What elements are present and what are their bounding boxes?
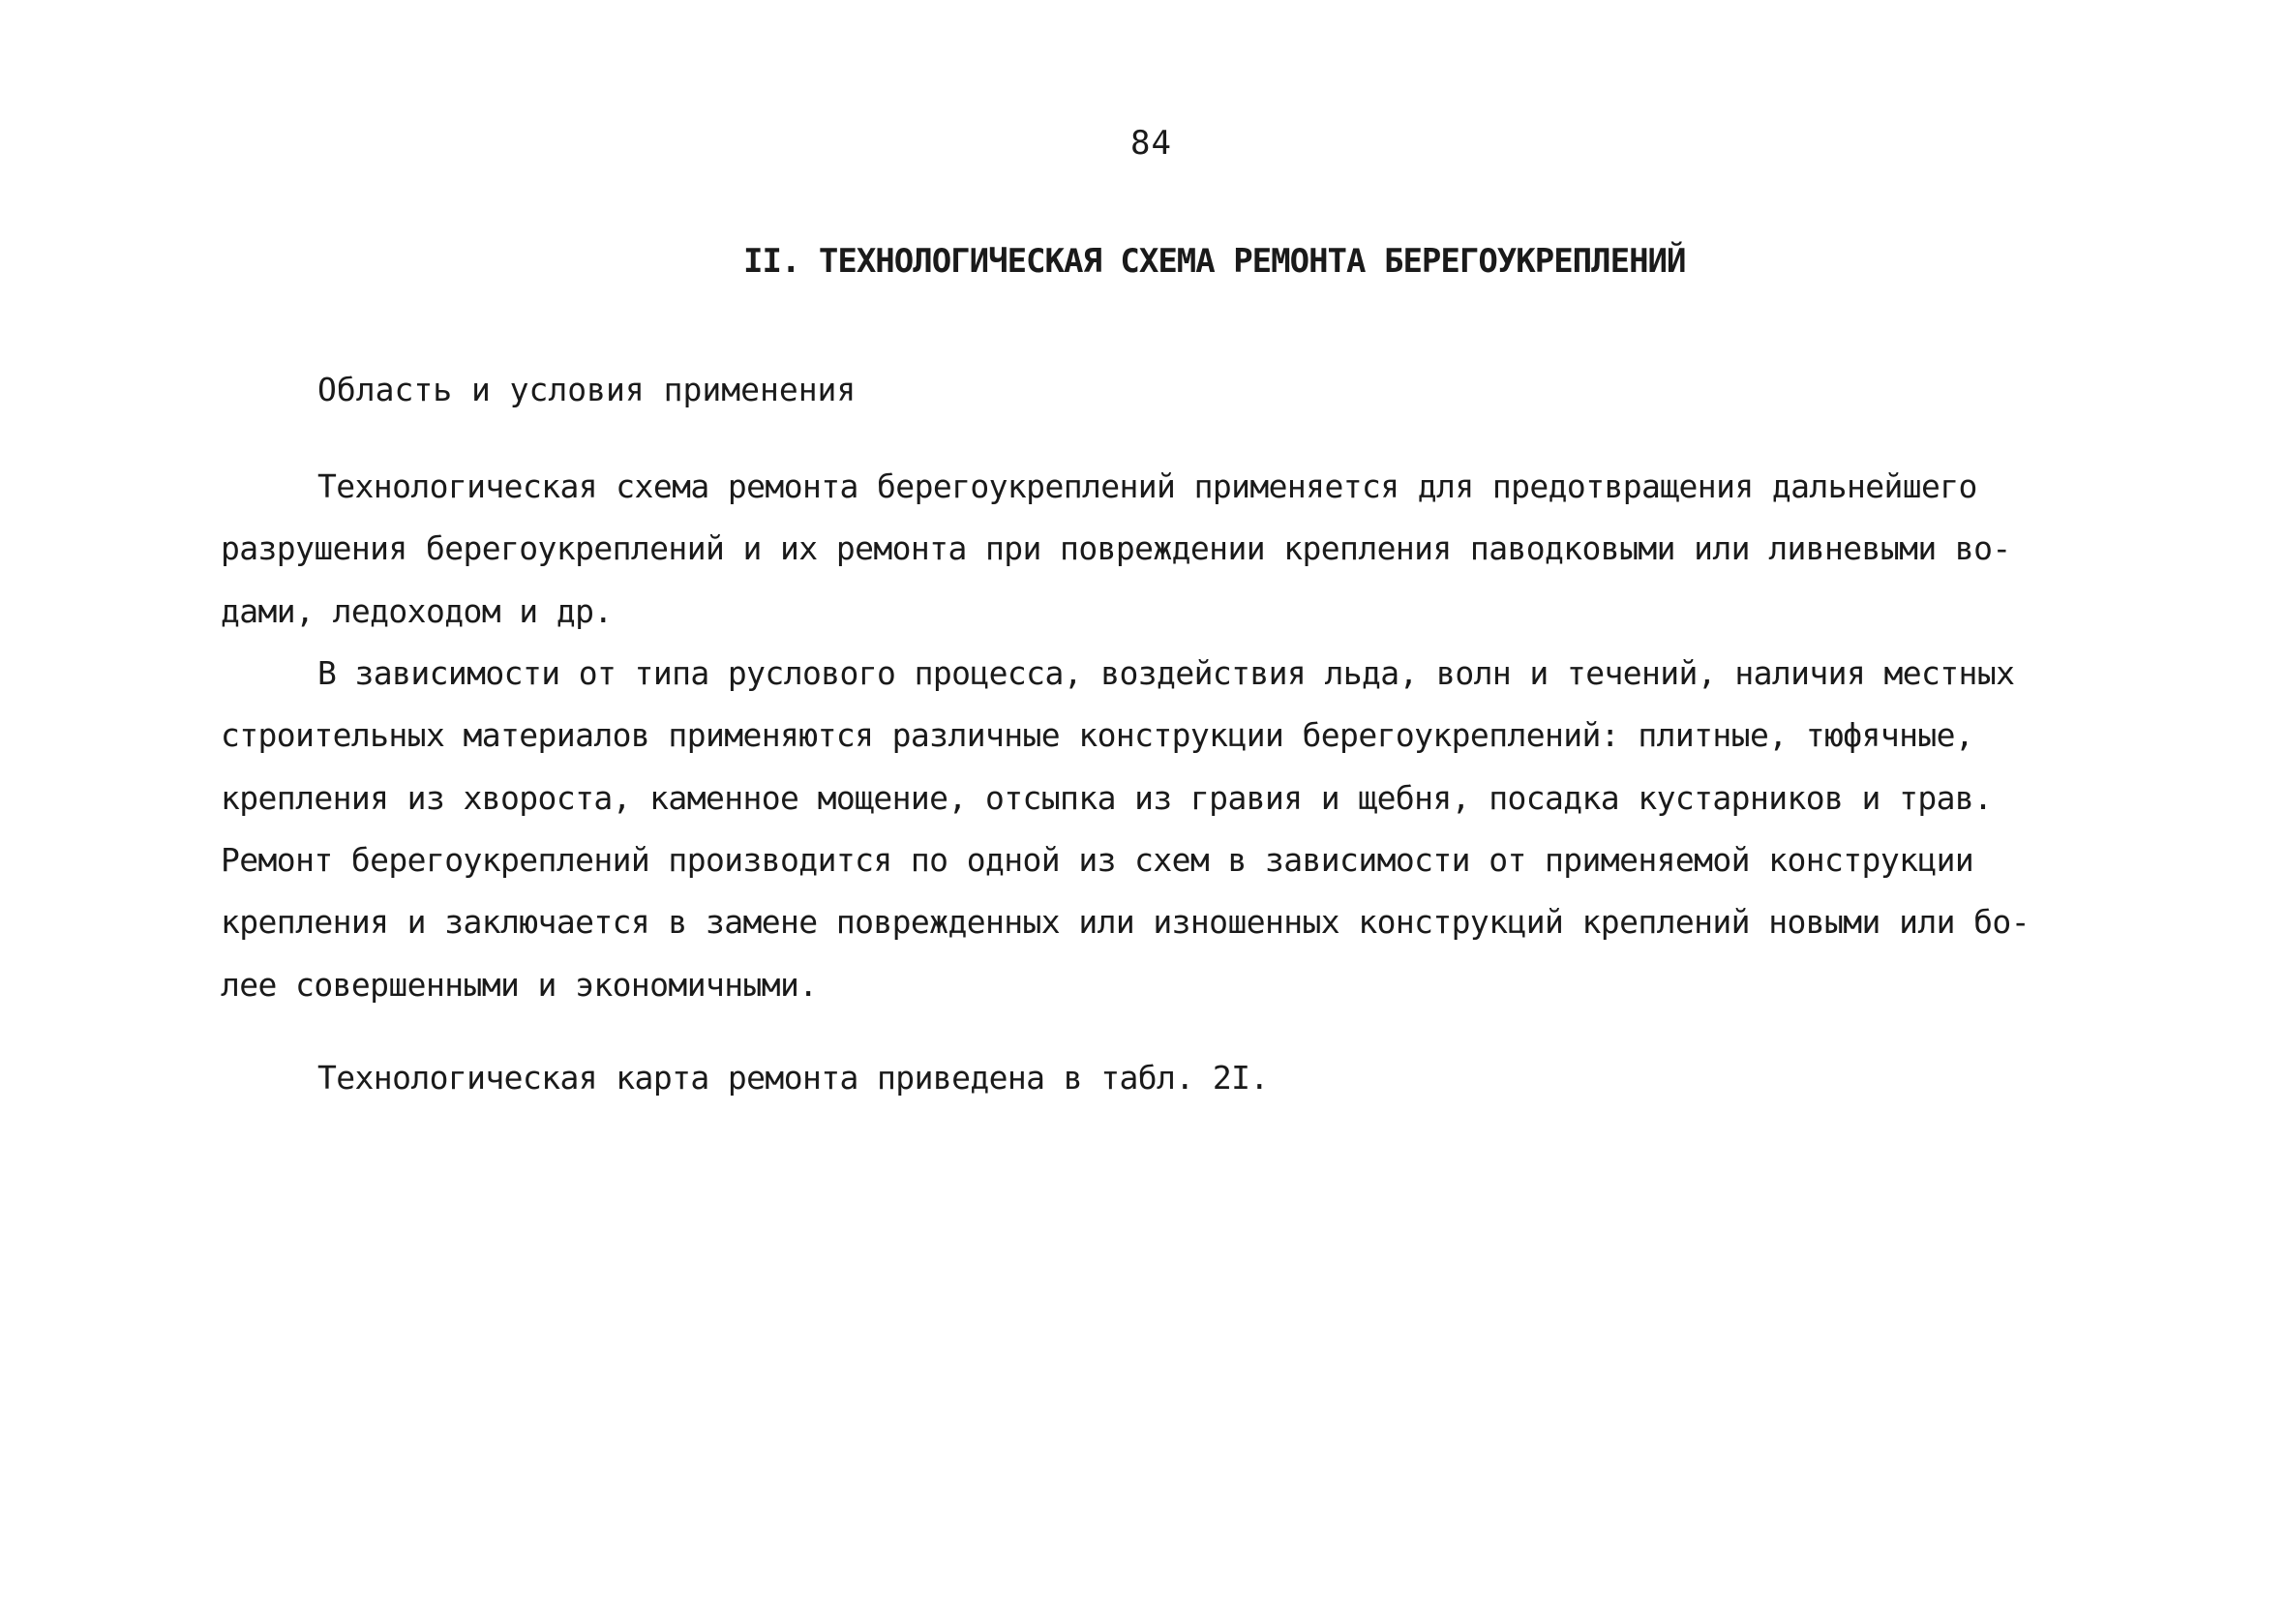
paragraph-2-line-5: крепления и заключается в замене поврежденных или изношенных конструкций креплений новыми или бо- <box>221 903 2030 941</box>
paragraph-2-line-2: строительных материалов применяются различные конструкции берегоукреплений: плитные, тюфячные, <box>221 716 1974 754</box>
paragraph-1-line-1: Технологическая схема ремонта берегоукреплений применяется для предотвращения дальнейшего <box>317 467 1977 505</box>
section-title: II. ТЕХНОЛОГИЧЕСКАЯ СХЕМА РЕМОНТА БЕРЕГОУКРЕПЛЕНИЙ <box>743 242 1686 281</box>
subheading: Область и условия применения <box>317 371 857 408</box>
paragraph-3: Технологическая карта ремонта приведена в табл. 2I. <box>317 1059 1269 1097</box>
paragraph-1-line-3: дами, ледоходом и др. <box>221 592 613 630</box>
paragraph-2-line-6: лее совершенными и экономичными. <box>221 966 818 1004</box>
paragraph-1-line-2: разрушения берегоукреплений и их ремонта при повреждении крепления паводковыми или ливневыми во- <box>221 529 2011 567</box>
paragraph-2-line-3: крепления из хвороста, каменное мощение, отсыпка из гравия и щебня, посадка кустарников и трав. <box>221 779 1993 817</box>
paragraph-2-line-1: В зависимости от типа руслового процесса, воздействия льда, волн и течений, наличия местных <box>317 654 2015 692</box>
paragraph-2-line-4: Ремонт берегоукреплений производится по одной из схем в зависимости от применяемой конструкции <box>221 841 1974 879</box>
page-number: 84 <box>1130 124 1172 163</box>
